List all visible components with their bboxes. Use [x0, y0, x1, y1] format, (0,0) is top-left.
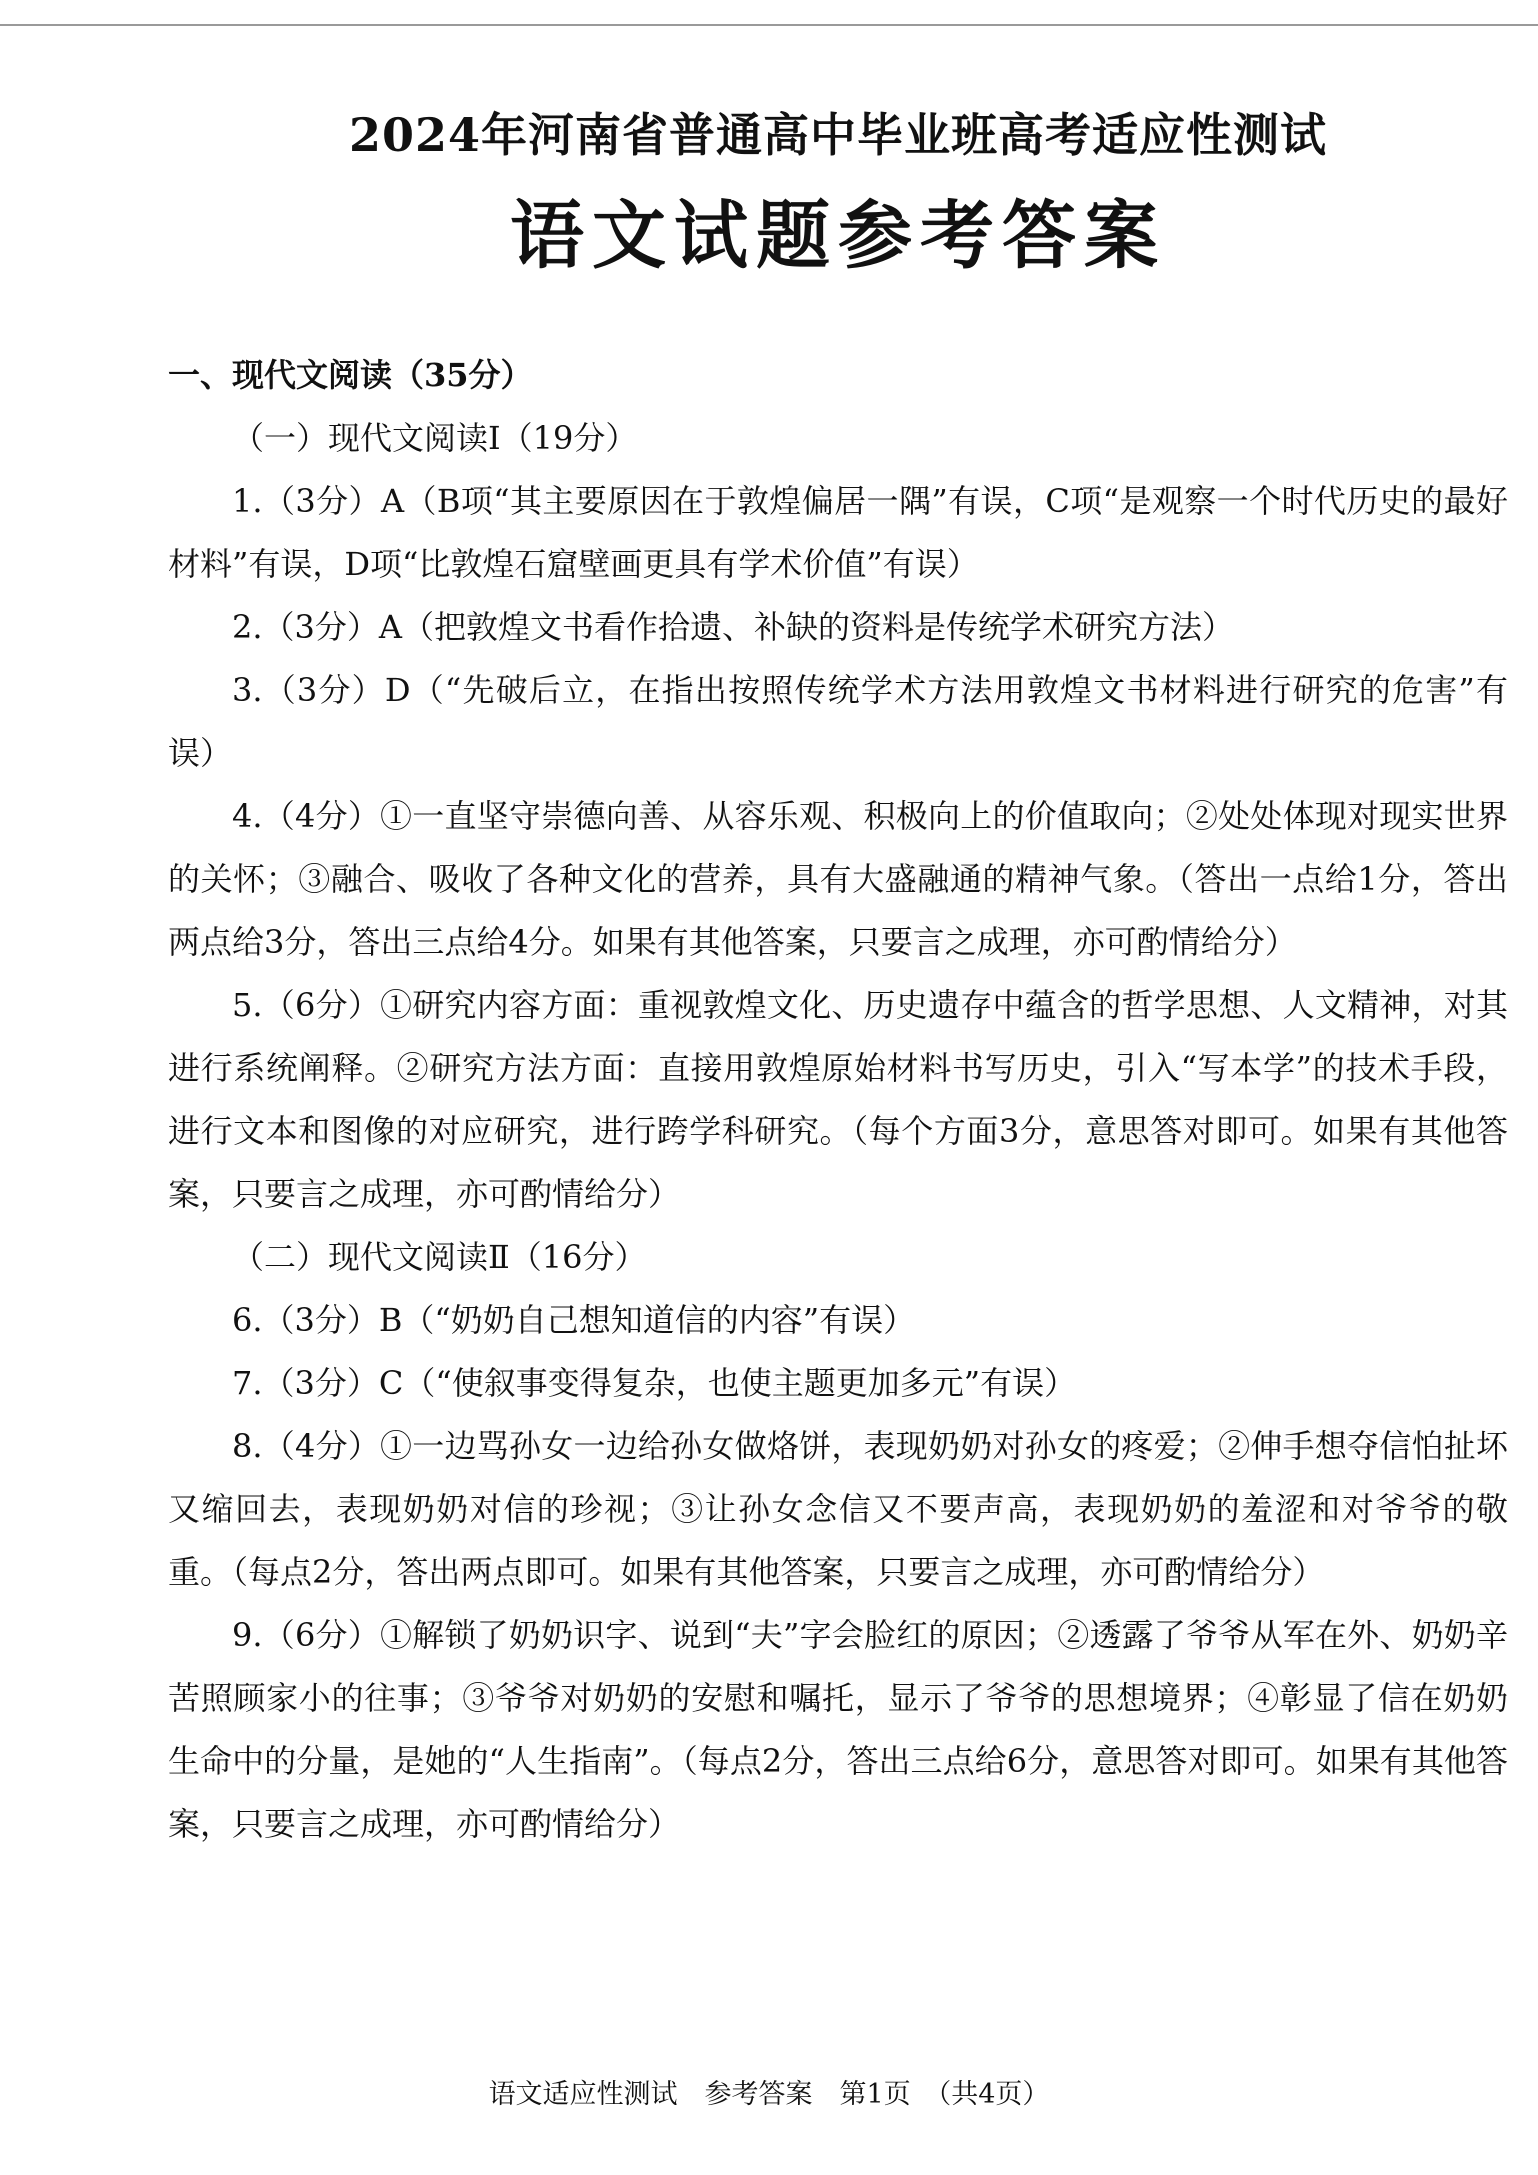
exam-title: 2024年河南省普通高中毕业班高考适应性测试	[348, 108, 1328, 162]
answer-item-7: 7.（3分）C（“使叙事变得复杂，也使主题更加多元”有误）	[232, 1364, 1077, 1402]
sub-heading-reading-2: （二）现代文阅读Ⅱ（16分）	[232, 1238, 647, 1276]
answer-item-2: 2.（3分）A（把敦煌文书看作拾遗、补缺的资料是传统学术研究方法）	[232, 608, 1235, 646]
answer-item-8: 8.（4分）①一边骂孙女一边给孙女做烙饼，表现奶奶对孙女的疼爱；②伸手想夺信怕扯坏又缩回去，表现奶奶对信的珍视；③让孙女念信又不要声高，表现奶奶的羞涩和对爷爷的敬重。（每点2分，答出两点即可。如果有其他答案，只要言之成理，亦可酌情给分）	[168, 1427, 1508, 1591]
answer-item-6: 6.（3分）B（“奶奶自己想知道信的内容”有误）	[232, 1301, 916, 1339]
answer-content	[168, 344, 1508, 1856]
answer-item-4: 4.（4分）①一直坚守崇德向善、从容乐观、积极向上的价值取向；②处处体现对现实世界的关怀；③融合、吸收了各种文化的营养，具有大盛融通的精神气象。（答出一点给1分，答出两点给3分，答出三点给4分。如果有其他答案，只要言之成理，亦可酌情给分）	[168, 797, 1508, 961]
answer-item-9: 9.（6分）①解锁了奶奶识字、说到“夫”字会脸红的原因；②透露了爷爷从军在外、奶奶辛苦照顾家小的往事；③爷爷对奶奶的安慰和嘱托，显示了爷爷的思想境界；④彰显了信在奶奶生命中的分量，是她的“人生指南”。（每点2分，答出三点给6分，意思答对即可。如果有其他答案，只要言之成理，亦可酌情给分）	[168, 1616, 1508, 1843]
page-footer: 语文适应性测试 参考答案 第1页 （共4页）	[488, 2079, 1050, 2110]
section-heading-modern-reading: 一、现代文阅读（35分）	[168, 356, 533, 394]
answer-item-1: 1.（3分）A（B项“其主要原因在于敦煌偏居一隅”有误，C项“是观察一个时代历史的最好材料”有误，D项“比敦煌石窟壁画更具有学术价值”有误）	[168, 482, 1508, 583]
answer-item-3: 3.（3分）D（“先破后立，在指出按照传统学术方法用敦煌文书材料进行研究的危害”有误）	[168, 671, 1508, 772]
sub-heading-reading-1: （一）现代文阅读Ⅰ（19分）	[232, 419, 638, 457]
document-title: 语文试题参考答案	[510, 193, 1166, 279]
answer-sheet-page	[168, 100, 1508, 1856]
top-rule	[0, 24, 1538, 26]
answer-item-5: 5.（6分）①研究内容方面：重视敦煌文化、历史遗存中蕴含的哲学思想、人文精神，对其进行系统阐释。②研究方法方面：直接用敦煌原始材料书写历史，引入“写本学”的技术手段，进行文本和图像的对应研究，进行跨学科研究。（每个方面3分，意思答对即可。如果有其他答案，只要言之成理，亦可酌情给分）	[168, 986, 1508, 1213]
